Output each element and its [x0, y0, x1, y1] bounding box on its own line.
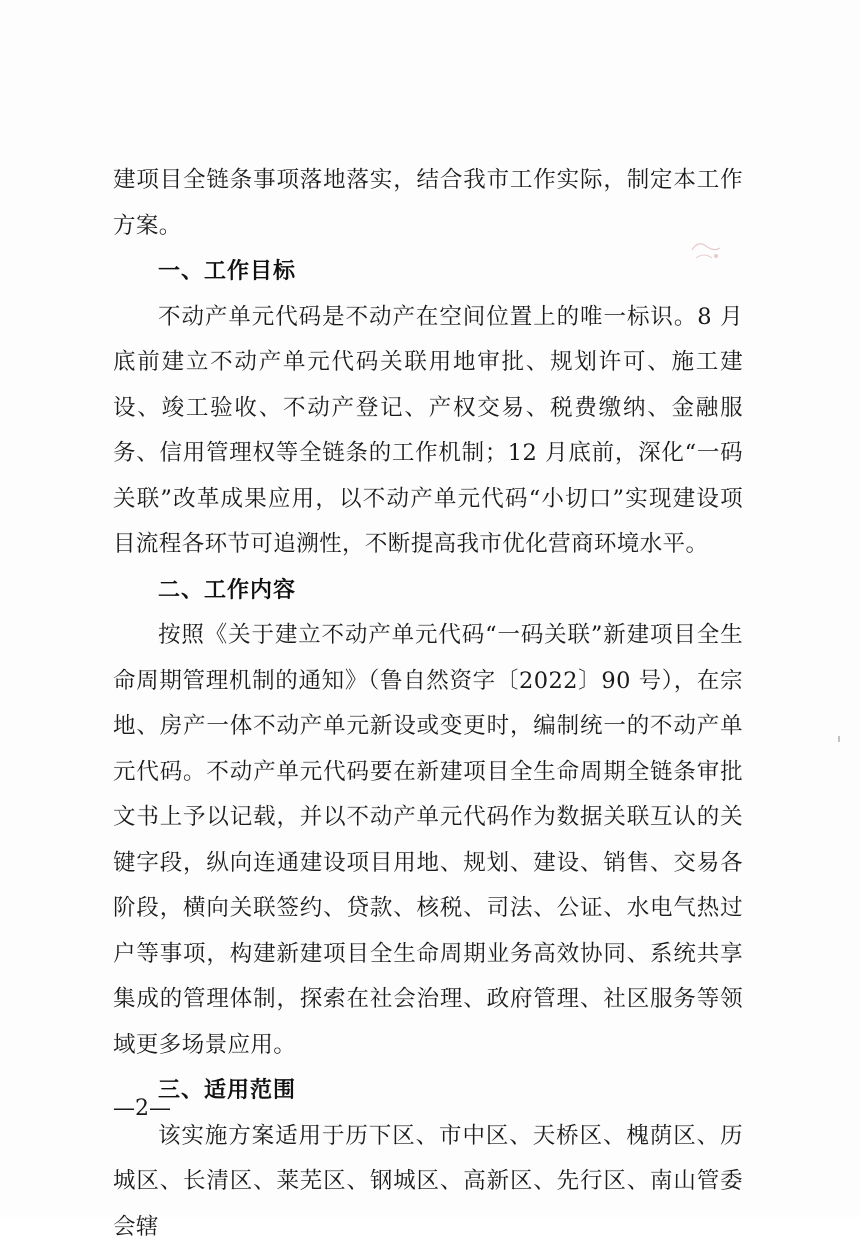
- paragraph-work-goals: 不动产单元代码是不动产在空间位置上的唯一标识。8 月底前建立不动产单元代码关联用地审批、规划许可、施工建设、竣工验收、不动产登记、产权交易、税费缴纳、金融服务、信用管理权等全链条的工作机制；12 月底前，深化“一码关联”改革成果应用，以不动产单元代码“小切口”实现建设项目流程各环节可追溯性，不断提高我市优化营商环境水平。: [113, 295, 743, 568]
- heading-scope: 三、适用范围: [113, 1068, 743, 1114]
- scan-artifact: [838, 736, 840, 742]
- page-number: —2—: [113, 1096, 171, 1121]
- paragraph-scope: 该实施方案适用于历下区、市中区、天桥区、槐荫区、历城区、长清区、莱芜区、钢城区、高新区、先行区、南山管委会辖: [113, 1114, 743, 1250]
- document-body: [113, 158, 743, 1250]
- paragraph-work-content: 按照《关于建立不动产单元代码“一码关联”新建项目全生命周期管理机制的通知》（鲁自然资字〔2022〕90 号），在宗地、房产一体不动产单元新设或变更时，编制统一的不动产单元代码。不动产单元代码要在新建项目全生命周期全链条审批文书上予以记载，并以不动产单元代码作为数据关联互认的关键字段，纵向连通建设项目用地、规划、建设、销售、交易各阶段，横向关联签约、贷款、核税、司法、公证、水电气热过户等事项，构建新建项目全生命周期业务高效协同、系统共享集成的管理体制，探索在社会治理、政府管理、社区服务等领域更多场景应用。: [113, 613, 743, 1068]
- heading-work-goals: 一、工作目标: [113, 249, 743, 295]
- paragraph-intro-continuation: 建项目全链条事项落地落实，结合我市工作实际，制定本工作方案。: [113, 158, 743, 249]
- heading-work-content: 二、工作内容: [113, 568, 743, 614]
